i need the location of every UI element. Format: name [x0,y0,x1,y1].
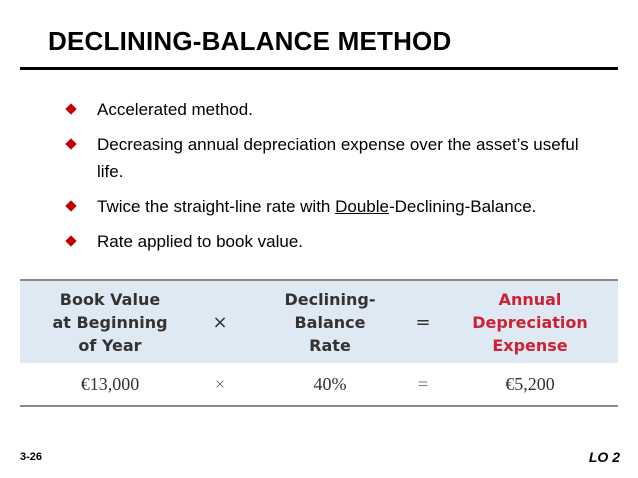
formula-header-times: × [212,311,228,333]
bullet-text: Rate applied to book value. [97,232,304,251]
depreciation-formula-table [20,279,618,407]
bullet-list [62,96,592,263]
formula-value-expense: €5,200 [505,373,555,394]
bullet-text-pre: Twice the straight-line rate with [97,197,336,216]
bullet-item [62,193,592,220]
bullet-item [62,131,592,185]
formula-header-row [20,279,618,363]
diamond-bullet-icon [65,103,76,114]
diamond-bullet-icon [65,235,76,246]
title-divider [20,67,618,70]
diamond-bullet-icon [65,138,76,149]
bullet-text-post: -Declining-Balance. [388,197,537,216]
diamond-bullet-icon [65,200,76,211]
formula-header-expense: Annual Depreciation Expense [472,289,588,355]
slide-title: DECLINING-BALANCE METHOD [48,26,452,56]
formula-value-times: × [214,373,226,394]
formula-value-book-value: €13,000 [80,373,140,394]
learning-objective-label: LO 2 [588,449,620,465]
formula-header-book-value: Book Value at Beginning of Year [52,289,168,355]
bullet-text: Decreasing annual depreciation expense over the asset’s useful life. [97,135,579,181]
formula-value-equals: = [417,373,429,394]
formula-header-rate: Declining- Balance Rate [284,289,376,355]
formula-value-row [20,363,618,407]
formula-header-equals: = [415,311,431,333]
bullet-item [62,228,592,255]
formula-value-rate: 40% [313,373,347,394]
bullet-text-underlined: Double [335,197,389,216]
bullet-text: Accelerated method. [97,100,253,119]
slide-number: 3-26 [20,451,43,463]
bullet-item [62,96,592,123]
